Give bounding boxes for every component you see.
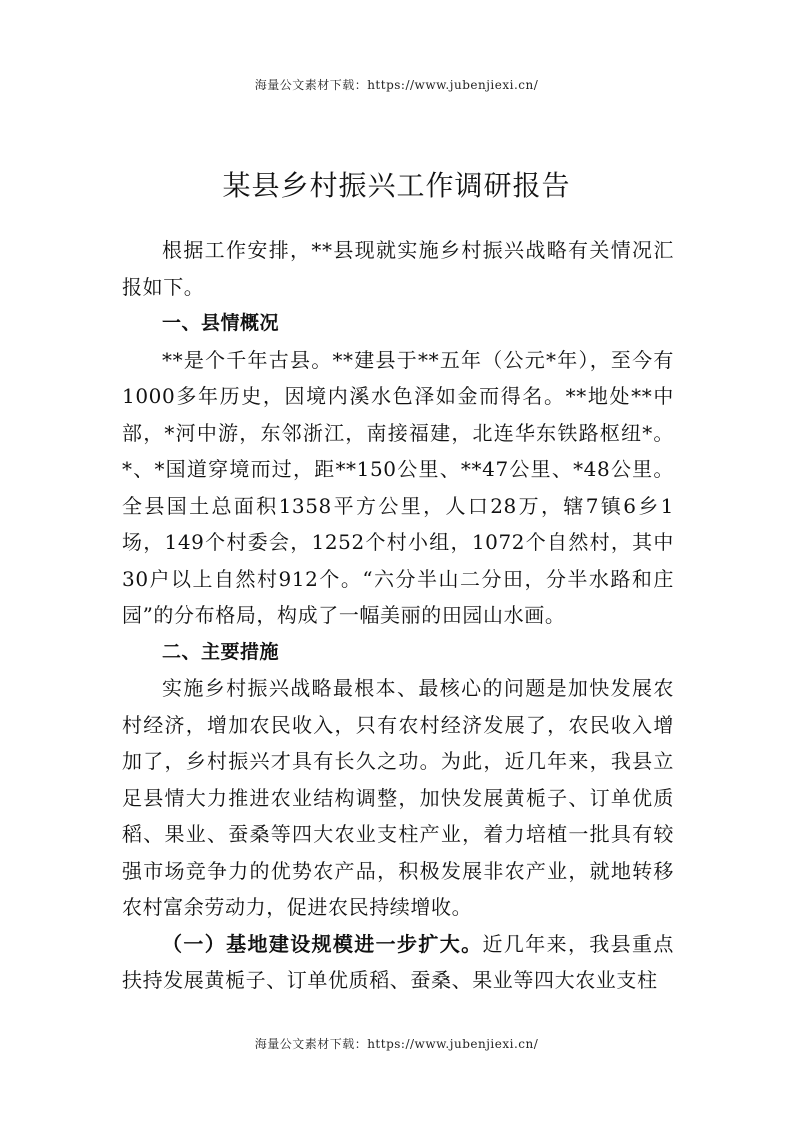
overview-paragraph: **是个千年古县。**建县于**五年（公元*年），至今有1000多年历史，因境内溪水色泽如金而得名。**地处**中部，*河中游，东邻浙江，南接福建，北连华东铁路枢纽*。*、*国道穿境而过，距**150公里、**47公里、*48公里。全县国土总面积1358平方公里，人口28万，辖7镇6乡1场，149个村委会，1252个村小组，1072个自然村，其中30户以上自然村912个。“六分半山二分田，分半水路和庄园”的分布格局，构成了一幅美丽的田园山水画。: [122, 347, 674, 627]
section-heading-overview: 一、县情概况: [162, 312, 280, 334]
sub-heading-base-construction: （一）基地建设规模进一步扩大。: [162, 931, 483, 956]
page-footer: 海量公文素材下载：https://www.jubenjiexi.cn/: [254, 1037, 539, 1051]
section-heading-measures: 二、主要措施: [162, 640, 280, 663]
base-construction-paragraph: [122, 926, 674, 999]
document-body: [122, 232, 674, 999]
base-construction-text: 近几年来，我县重点扶持发展黄栀子、订单优质稻、蚕桑、果业等四大农业支柱: [122, 931, 675, 992]
measures-paragraph: 实施乡村振兴战略最根本、最核心的问题是加快发展农村经济，增加农民收入，只有农村经济发展了，农民收入增加了，乡村振兴才具有长久之功。为此，近几年来，我县立足县情大力推进农业结构调整，加快发展黄栀子、订单优质稻、果业、蚕桑等四大农业支柱产业，着力培植一批具有较强市场竞争力的优势农产品，积极发展非农产业，就地转移农村富余劳动力，促进农民持续增收。: [122, 676, 674, 919]
document-title: 某县乡村振兴工作调研报告: [222, 168, 571, 202]
intro-paragraph: 根据工作安排，**县现就实施乡村振兴战略有关情况汇报如下。: [122, 238, 674, 299]
page-header: 海量公文素材下载：https://www.jubenjiexi.cn/: [254, 78, 539, 92]
